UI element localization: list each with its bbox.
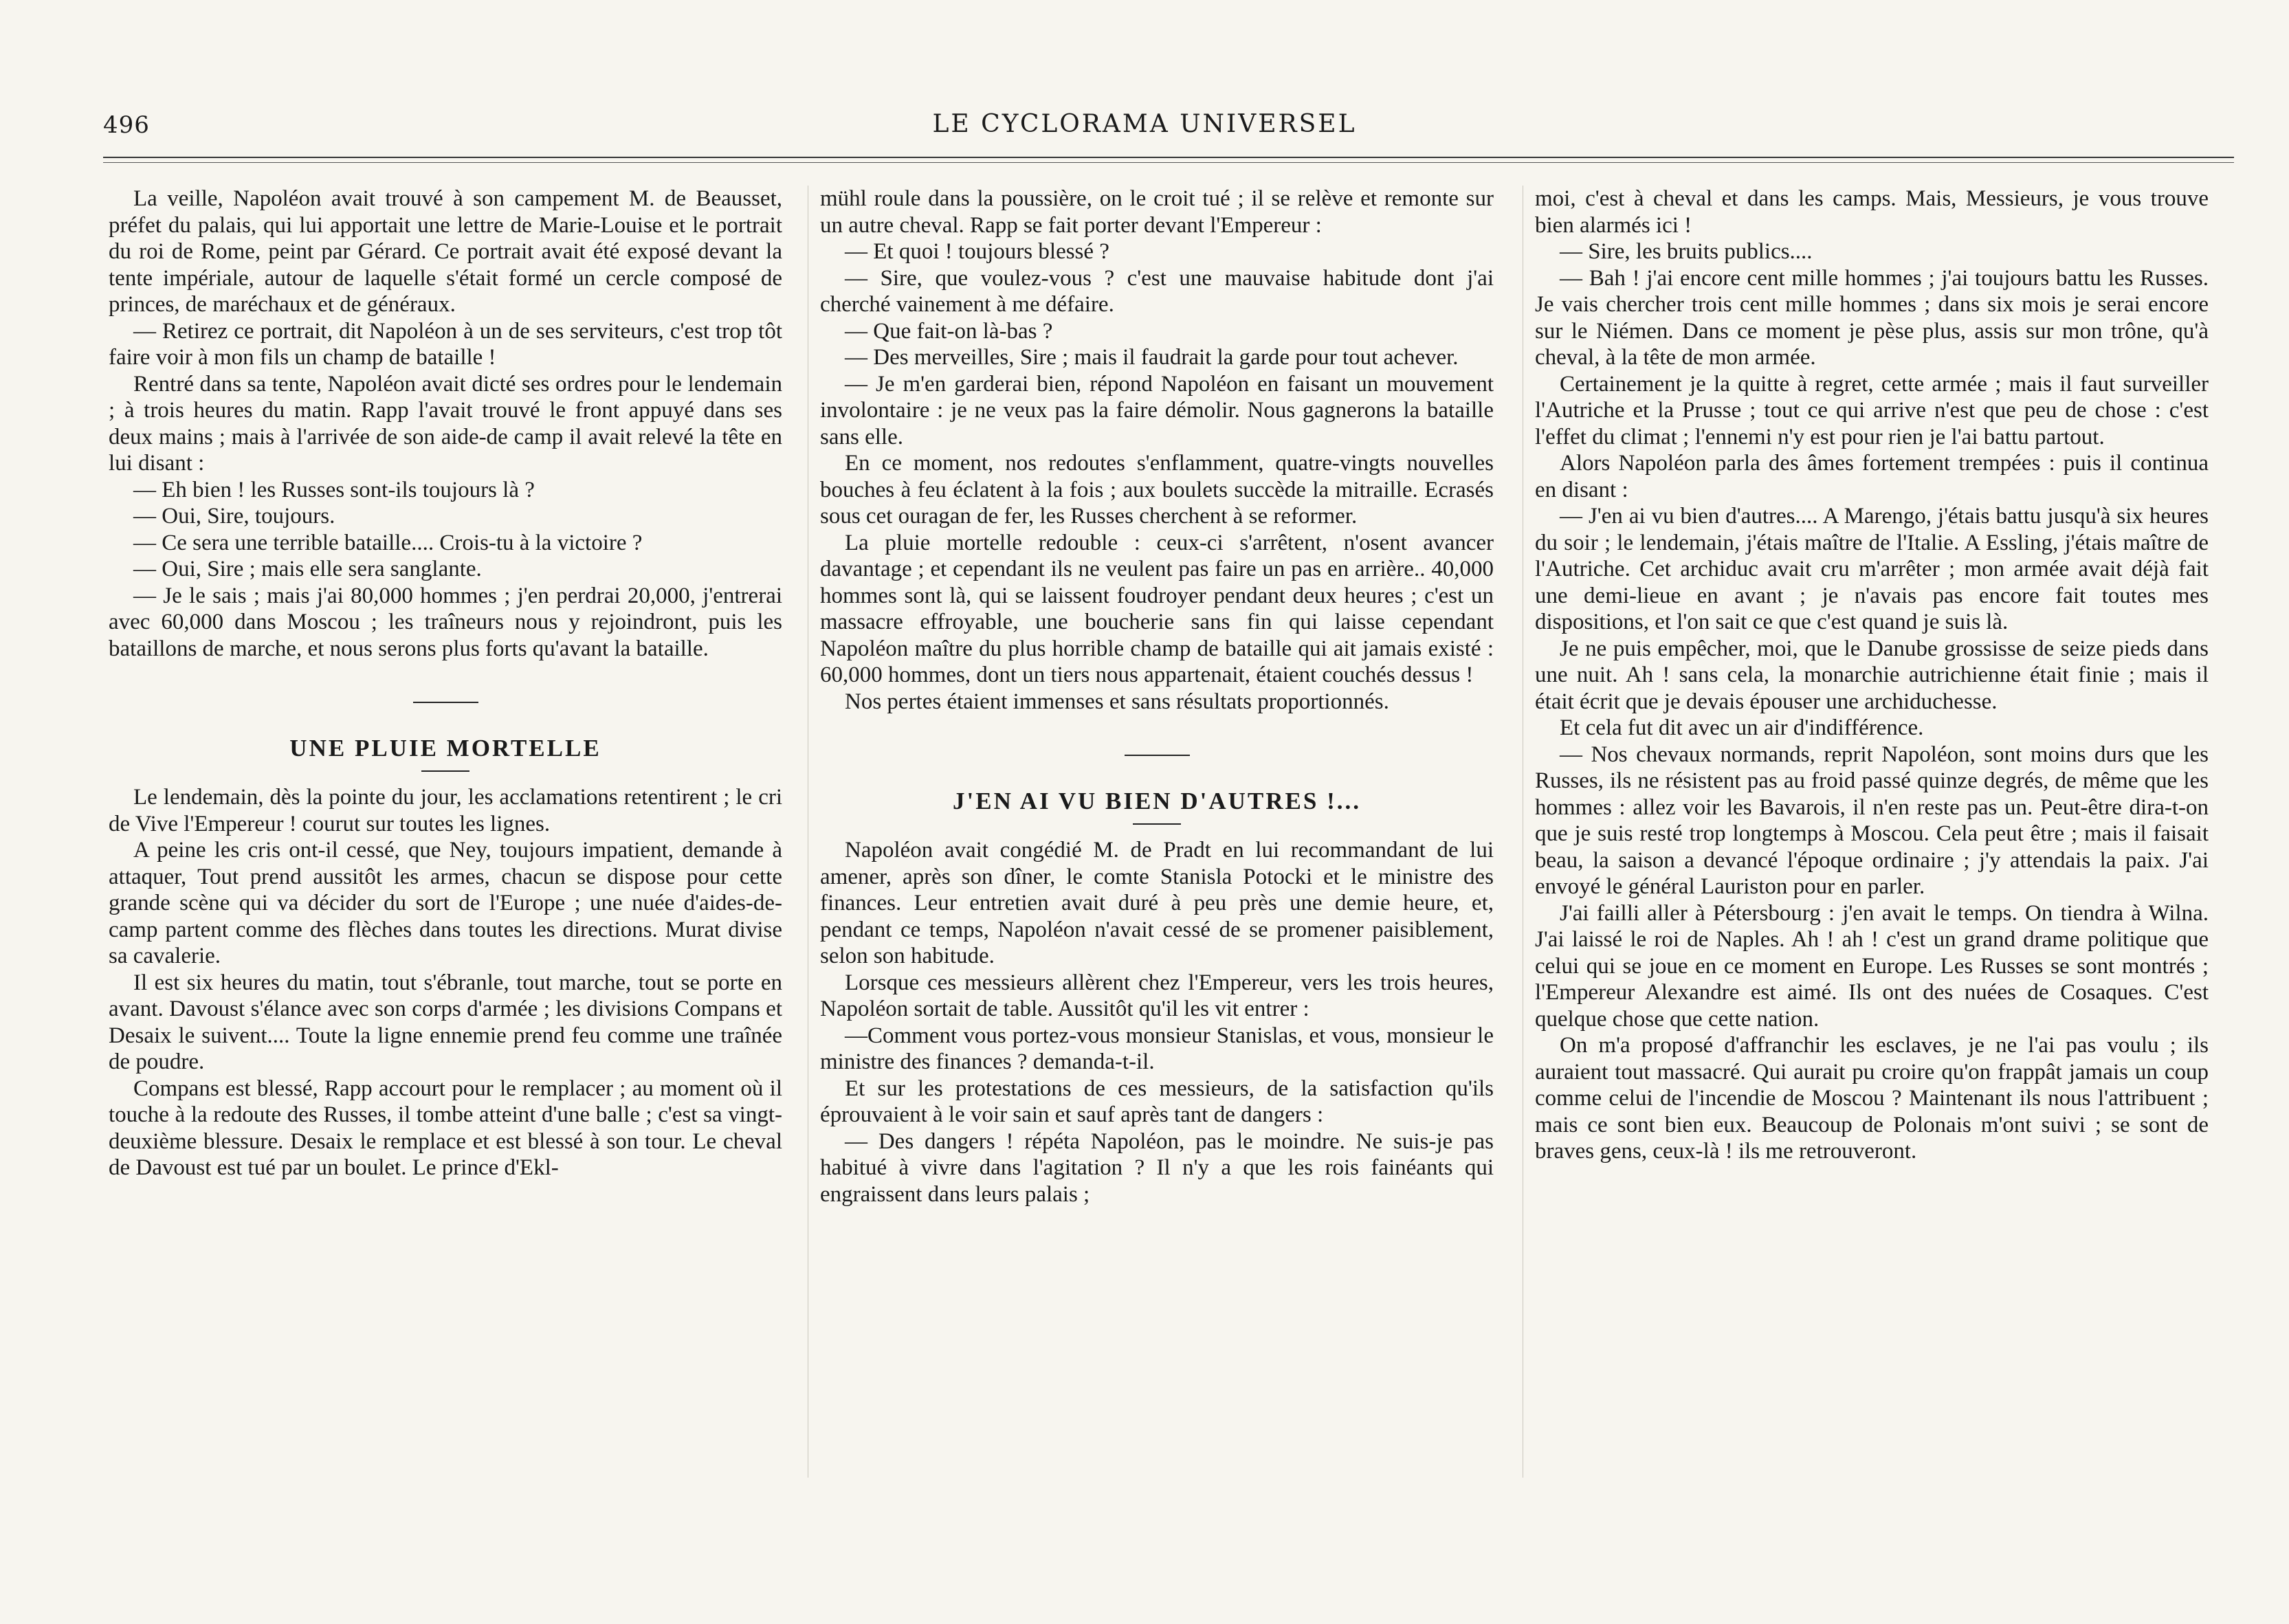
column-3 [1535,186,2209,1165]
paragraph: — Nos chevaux normands, reprit Napoléon, sont moins durs que les Russes, ils ne résistent pas au froid passé quinze degrés, de même que les hommes : allez voir les Bavarois, il n'en reste pas un. Peut-être dira-t-on que je suis resté trop longtemps à Moscou. Cela peut être ; mais il faisait beau, la saison a devancé l'époque ordinaire ; j'y attendais la paix. J'ai envoyé le général Lauriston pour en parler. [1535,742,2209,899]
page-number: 496 [103,111,150,139]
paragraph: La veille, Napoléon avait trouvé à son campement M. de Beausset, préfet du palais, qui lui apportait une lettre de Marie-Louise et le portrait du roi de Rome, peint par Gérard. Ce portrait avait été exposé devant la tente impériale, autour de laquelle s'était formé un cercle composé de princes, de maréchaux et de généraux. [109,186,782,317]
paragraph: mühl roule dans la poussière, on le croit tué ; il se relève et remonte sur un autre cheval. Rapp se fait porter devant l'Empereur : [820,186,1494,238]
title-underline [421,770,469,772]
section-separator [413,702,478,703]
paragraph: En ce moment, nos redoutes s'enflamment, quatre-vingts nouvelles bouches à feu éclatent à la fois ; aux boulets succède la mitraille. Ecrasés sous cet ouragan de fer, les Russes cherchent à se reformer. [820,451,1494,529]
paragraph: Alors Napoléon parla des âmes fortement trempées : puis il continua en disant : [1535,451,2209,502]
paragraph: A peine les cris ont-il cessé, que Ney, toujours impatient, demande à attaquer, Tout prend aussitôt les armes, chacun se dispose pour cette grande scène qui va décider du sort de l'Europe ; une nuée d'aides-de-camp partent comme des flèches dans toutes les directions. Murat divise sa cavalerie. [109,838,782,968]
paragraph: — Bah ! j'ai encore cent mille hommes ; j'ai toujours battu les Russes. Je vais chercher trois cent mille hommes ; dans six mois je serai encore sur le Niémen. Dans ce moment je pèse plus, assis sur mon trône, qu'à cheval, à la tête de mon armée. [1535,265,2209,370]
paragraph: J'ai failli aller à Pétersbourg : j'en avait le temps. On tiendra à Wilna. J'ai laissé le roi de Naples. Ah ! ah ! c'est un grand drame politique que celui qui se joue en ce moment en Europe. Les Russes se sont montrés ; l'Empereur Alexandre est aimé. Ils ont des nuées de Cosaques. C'est quelque chose que cette nation. [1535,900,2209,1032]
paragraph: — Oui, Sire, toujours. [133,504,335,529]
paragraph: — Et quoi ! toujours blessé ? [845,239,1109,264]
paragraph: —Comment vous portez-vous monsieur Stanislas, et vous, monsieur le ministre des finances ? demanda-t-il. [820,1023,1494,1074]
paragraph: Nos pertes étaient immenses et sans résultats proportionnés. [845,689,1389,714]
paragraph: Et cela fut dit avec un air d'indifférence. [1560,715,1924,740]
section-title: UNE PLUIE MORTELLE [289,735,601,761]
paragraph: Napoléon avait congédié M. de Pradt en lui recommandant de lui amener, après son dîner, le comte Stanisla Potocki et le ministre des finances. Leur entretien avait duré à peu près une demie heure, et, pendant ce temps, Napoléon n'avait cessé de se promener paisiblement, selon son habitude. [820,838,1494,968]
paragraph: — Ce sera une terrible bataille.... Crois-tu à la victoire ? [133,530,643,555]
column-1 [109,186,782,1181]
paragraph: — Des dangers ! répéta Napoléon, pas le moindre. Ne suis-je pas habitué à vivre dans l'agitation ? Il n'y a que les rois fainéants qui engraissent dans leurs palais ; [820,1128,1494,1207]
paragraph: Compans est blessé, Rapp accourt pour le remplacer ; au moment où il touche à la redoute des Russes, il tombe atteint d'une balle ; c'est sa vingt-deuxième blessure. Desaix le remplace et est blessé à son tour. Le cheval de Davoust est tué par un boulet. Le prince d'Ekl- [109,1076,782,1180]
header-double-rule [103,157,2234,163]
paragraph: Lorsque ces messieurs allèrent chez l'Empereur, vers les trois heures, Napoléon sortait de table. Aussitôt qu'il les vit entrer : [820,970,1494,1021]
paragraph: Je ne puis empêcher, moi, que le Danube grossisse de seize pieds dans une nuit. Ah ! sans cela, la monarchie autrichienne était finie ; mais il était écrit que je devais épouser une archiduchesse. [1535,636,2209,714]
paragraph: moi, c'est à cheval et dans les camps. Mais, Messieurs, je vous trouve bien alarmés ici ! [1535,186,2209,238]
paragraph: Le lendemain, dès la pointe du jour, les acclamations retentirent ; le cri de Vive l'Empereur ! courut sur toutes les lignes. [109,785,782,836]
paragraph: — Des merveilles, Sire ; mais il faudrait la garde pour tout achever. [845,345,1459,370]
section-separator [1125,755,1190,756]
paragraph: — Que fait-on là-bas ? [845,318,1053,344]
paragraph: Il est six heures du matin, tout s'ébranle, tout marche, tout se porte en avant. Davoust s'élance avec son corps d'armée ; les divisions Compans et Desaix le suivent.... Toute la ligne ennemie prend feu comme une traînée de poudre. [109,970,782,1074]
paragraph: Rentré dans sa tente, Napoléon avait dicté ses ordres pour le lendemain ; à trois heures du matin. Rapp l'avait trouvé le front appuyé dans ses deux mains ; mais à l'arrivée de son aide-de camp il avait relevé la tête en lui disant : [109,371,782,476]
paragraph: — J'en ai vu bien d'autres.... A Marengo, j'étais battu jusqu'à six heures du soir ; le lendemain, j'étais maître de l'Italie. A Essling, j'étais maître de l'Autriche. Cet archiduc avait cru m'arrêter ; mon armée avait déjà fait une demi-lieue en avant ; je n'avais pas encore fait toutes mes dispositions, et l'on sait ce que c'est quand je suis là. [1535,504,2209,634]
paragraph: Certainement je la quitte à regret, cette armée ; mais il faut surveiller l'Autriche et la Prusse ; tout ce qui arrive n'est que peu de chose : c'est l'effet du climat ; l'ennemi n'y est pour rien je l'ai battu partout. [1535,371,2209,449]
paragraph: — Sire, les bruits publics.... [1560,239,1813,264]
paragraph: On m'a proposé d'affranchir les esclaves, je ne l'ai pas voulu ; ils auraient tout massacré. Qui aurait pu croire qu'on frappât jamais un coup comme celui de l'incendie de Moscou ? Maintenant ils nous l'attribuent ; mais ce sont bien eux. Beaucoup de Polonais m'ont suivi ; se sont de braves gens, ceux-là ! ils me retrouveront. [1535,1033,2209,1164]
section-title: J'EN AI VU BIEN D'AUTRES !... [953,788,1361,814]
paragraph: — Sire, que voulez-vous ? c'est une mauvaise habitude dont j'ai cherché vainement à me défaire. [820,265,1494,317]
paragraph: — Retirez ce portrait, dit Napoléon à un de ses serviteurs, c'est trop tôt faire voir à mon fils un champ de bataille ! [109,318,782,370]
paragraph: La pluie mortelle redouble : ceux-ci s'arrêtent, n'osent avancer davantage ; et cependant ils ne veulent pas faire un pas en arrière.. 40,000 hommes sont là, qui se laissent foudroyer pendant deux heures ; c'est un massacre effroyable, une boucherie sans fin qui laisse cependant Napoléon maître du plus horrible champ de bataille qui ait jamais existé : 60,000 hommes, dont un tiers nous appartenait, étaient couchés dessus ! [820,530,1494,687]
paragraph: — Je le sais ; mais j'ai 80,000 hommes ; j'en perdrai 20,000, j'entrerai avec 60,000 dans Moscou ; les traîneurs nous y rejoindront, puis les bataillons de marche, et nous serons plus forts qu'avant la bataille. [109,583,782,661]
paragraph: — Je m'en garderai bien, répond Napoléon en faisant un mouvement involontaire : je ne veux pas la faire démolir. Nous gagnerons la bataille sans elle. [820,371,1494,449]
paragraph: Et sur les protestations de ces messieurs, de la satisfaction qu'ils éprouvaient à le voir sain et sauf après tant de dangers : [820,1076,1494,1127]
title-underline [1133,823,1181,825]
column-2 [820,186,1494,1208]
paragraph: — Eh bien ! les Russes sont-ils toujours là ? [133,477,535,502]
paragraph: — Oui, Sire ; mais elle sera sanglante. [133,557,482,581]
running-title: LE CYCLORAMA UNIVERSEL [932,110,1357,138]
